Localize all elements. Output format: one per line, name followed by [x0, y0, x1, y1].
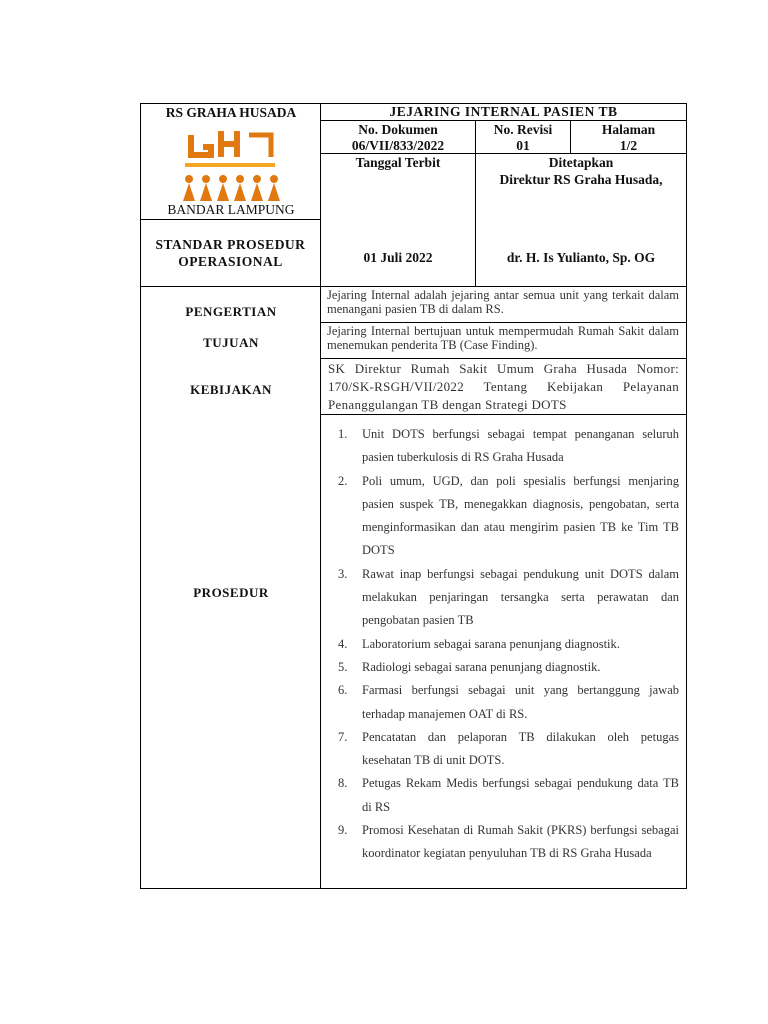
- procedure-item-text: Rawat inap berfungsi sebagai pendukung unit DOTS dalam melakukan penjaringan tersangka serta perawatan dan pengobatan pasien TB: [362, 566, 679, 628]
- issue-date-label: Tanggal Terbit: [355, 155, 441, 170]
- procedure-item-number: 3.: [338, 566, 348, 581]
- procedure-item-text: Petugas Rekam Medis berfungsi sebagai pendukung data TB di RS: [362, 776, 679, 814]
- procedure-item-number: 4.: [338, 636, 348, 651]
- prosedur-label: PROSEDUR: [193, 585, 269, 600]
- procedure-item-text: Unit DOTS berfungsi sebagai tempat penanganan seluruh pasien tuberkulosis di RS Graha Husada: [362, 427, 679, 465]
- page-cell: [570, 120, 687, 154]
- procedure-item-number: 8.: [338, 776, 348, 791]
- tujuan-text: Jejaring Internal bertujuan untuk mempermudah Rumah Sakit dalam menemukan penderita TB (Case Finding).: [320, 322, 687, 359]
- doc-number-value: 06/VII/833/2022: [351, 138, 445, 153]
- rs-graha-husada-logo: [179, 125, 289, 205]
- tujuan-label: TUJUAN: [203, 335, 259, 350]
- city-label: BANDAR LAMPUNG: [167, 202, 295, 217]
- procedure-item-number: 7.: [338, 729, 348, 744]
- pengertian-label: PENGERTIAN: [185, 304, 277, 319]
- doc-number-label: No. Dokumen: [358, 122, 438, 137]
- approval-label: Ditetapkan: [548, 155, 614, 170]
- revision-value: 01: [516, 138, 530, 153]
- page-label: Halaman: [601, 122, 656, 137]
- issue-date-value: 01 Juli 2022: [363, 250, 433, 265]
- hospital-name: RS GRAHA HUSADA: [165, 105, 297, 120]
- procedure-item: [328, 772, 679, 819]
- doc-number-cell: [320, 120, 476, 154]
- procedure-list: [328, 423, 679, 866]
- director-name: dr. H. Is Yulianto, Sp. OG: [506, 250, 656, 265]
- page-value: 1/2: [619, 138, 638, 153]
- kebijakan-label: KEBIJAKAN: [190, 382, 272, 397]
- procedure-item: [328, 726, 679, 773]
- approved-by: Direktur RS Graha Husada,: [499, 172, 663, 187]
- sop-label-line1: STANDAR PROSEDUR: [155, 237, 306, 252]
- procedure-item: [328, 563, 679, 633]
- document-title: JEJARING INTERNAL PASIEN TB: [320, 103, 687, 121]
- kebijakan-text: SK Direktur Rumah Sakit Umum Graha Husada Nomor: 170/SK-RSGH/VII/2022 Tentang Kebijakan Pelayanan Penanggulangan TB dengan Strategi DOTS: [320, 358, 687, 415]
- procedure-item: [328, 656, 679, 679]
- revision-cell: [475, 120, 571, 154]
- procedure-item-number: 2.: [338, 473, 348, 488]
- sop-document: [140, 103, 687, 889]
- sop-label-line2: OPERASIONAL: [178, 254, 283, 269]
- issue-date-cell: [320, 153, 476, 287]
- sop-label-cell: [140, 219, 321, 287]
- hospital-header-cell: [140, 103, 321, 220]
- procedure-item-text: Radiologi sebagai sarana penunjang diagnostik.: [362, 659, 601, 674]
- procedure-item-number: 5.: [338, 659, 348, 674]
- procedure-item-text: Farmasi berfungsi sebagai unit yang bertanggung jawab terhadap manajemen OAT di RS.: [362, 683, 679, 721]
- pengertian-text: Jejaring Internal adalah jejaring antar semua unit yang terkait dalam menangani pasien TB di dalam RS.: [320, 286, 687, 323]
- procedure-item: [328, 423, 679, 470]
- approval-cell: [475, 153, 687, 287]
- section-labels-column: [140, 286, 321, 889]
- procedure-item: [328, 633, 679, 656]
- procedure-item: [328, 819, 679, 866]
- revision-label: No. Revisi: [493, 122, 553, 137]
- procedure-item: [328, 470, 679, 563]
- procedure-item-number: 9.: [338, 823, 348, 838]
- procedure-item-text: Laboratorium sebagai sarana penunjang diagnostik.: [362, 636, 620, 651]
- procedure-item-text: Poli umum, UGD, dan poli spesialis berfungsi menjaring pasien suspek TB, menegakkan diagnosis, pengobatan, serta menginformasikan dan atau mengirim pasien TB ke Tim TB DOTS: [362, 473, 679, 558]
- procedure-item-number: 1.: [338, 427, 348, 441]
- procedure-item: [328, 679, 679, 726]
- prosedur-cell: [320, 414, 687, 889]
- procedure-item-text: Promosi Kesehatan di Rumah Sakit (PKRS) berfungsi sebagai koordinator kegiatan penyuluhan TB di RS Graha Husada: [362, 823, 679, 861]
- procedure-item-number: 6.: [338, 683, 348, 698]
- procedure-item-text: Pencatatan dan pelaporan TB dilakukan oleh petugas kesehatan TB di unit DOTS.: [362, 729, 679, 768]
